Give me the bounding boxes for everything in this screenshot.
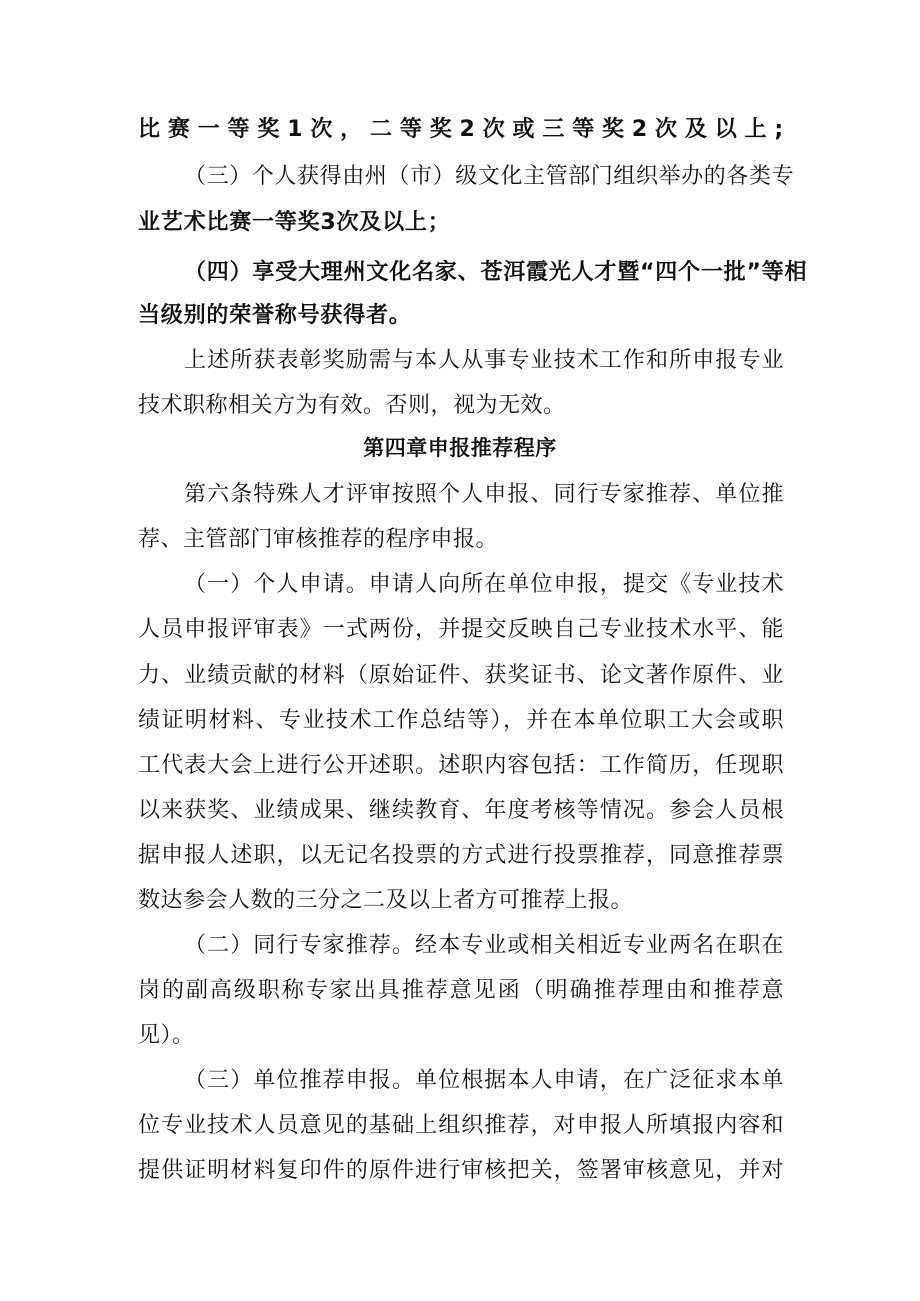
text-line: （四）享受大理州文化名家、苍洱霞光人才暨“四个一批”等相	[184, 260, 808, 285]
text-line: 力、业绩贡献的材料（原始证件、获奖证书、论文著作原件、业	[138, 663, 784, 688]
text-line: （三）单位推荐申报。单位根据本人申请，在广泛征求本单	[184, 1068, 784, 1093]
text-line: 岗的副高级职称专家出具推荐意见函（明确推荐理由和推荐意	[138, 978, 784, 1003]
text-line: 位专业技术人员意见的基础上组织推荐，对申报人所填报内容和	[138, 1113, 784, 1138]
text-line: 人员申报评审表》一式两份，并提交反映自己专业技术水平、能	[138, 617, 784, 642]
text-line: 以来获奖、业绩成果、继续教育、年度考核等情况。参会人员根	[138, 798, 784, 823]
section-heading: 第四章申报推荐程序	[363, 436, 557, 460]
text-line: 比赛一等奖1次，二等奖2次或三等奖2次及以上;	[138, 117, 784, 142]
text-line: 业艺术比赛一等奖3次及以上；	[138, 210, 451, 235]
text-line: 第六条特殊人才评审按照个人申报、同行专家推荐、单位推	[184, 482, 784, 507]
text-line: 荐、主管部门审核推荐的程序申报。	[138, 527, 499, 552]
text-line: 工代表大会上进行公开述职。述职内容包括：工作简历，任现职	[138, 753, 784, 778]
text-line: 当级别的荣誉称号获得者。	[138, 303, 412, 328]
text-line: 数达参会人数的三分之二及以上者方可推荐上报。	[138, 888, 634, 913]
text-line: 见）。	[138, 1023, 195, 1048]
text-line: （二）同行专家推荐。经本专业或相关相近专业两名在职在	[184, 933, 784, 958]
text-line: （三）个人获得由州（市）级文化主管部门组织举办的各类专	[184, 164, 795, 189]
text-line: 上述所获表彰奖励需与本人从事专业技术工作和所申报专业	[184, 348, 784, 373]
text-line: 绩证明材料、专业技术工作总结等），并在本单位职工大会或职	[138, 708, 784, 733]
text-line: 据申报人述职，以无记名投票的方式进行投票推荐，同意推荐票	[138, 843, 784, 868]
text-line: （一）个人申请。申请人向所在单位申报，提交《专业技术	[184, 572, 784, 597]
text-line: 提供证明材料复印件的原件进行审核把关，签署审核意见，并对	[138, 1158, 784, 1183]
text-line: 技术职称相关方为有效。否则，视为无效。	[138, 393, 566, 418]
